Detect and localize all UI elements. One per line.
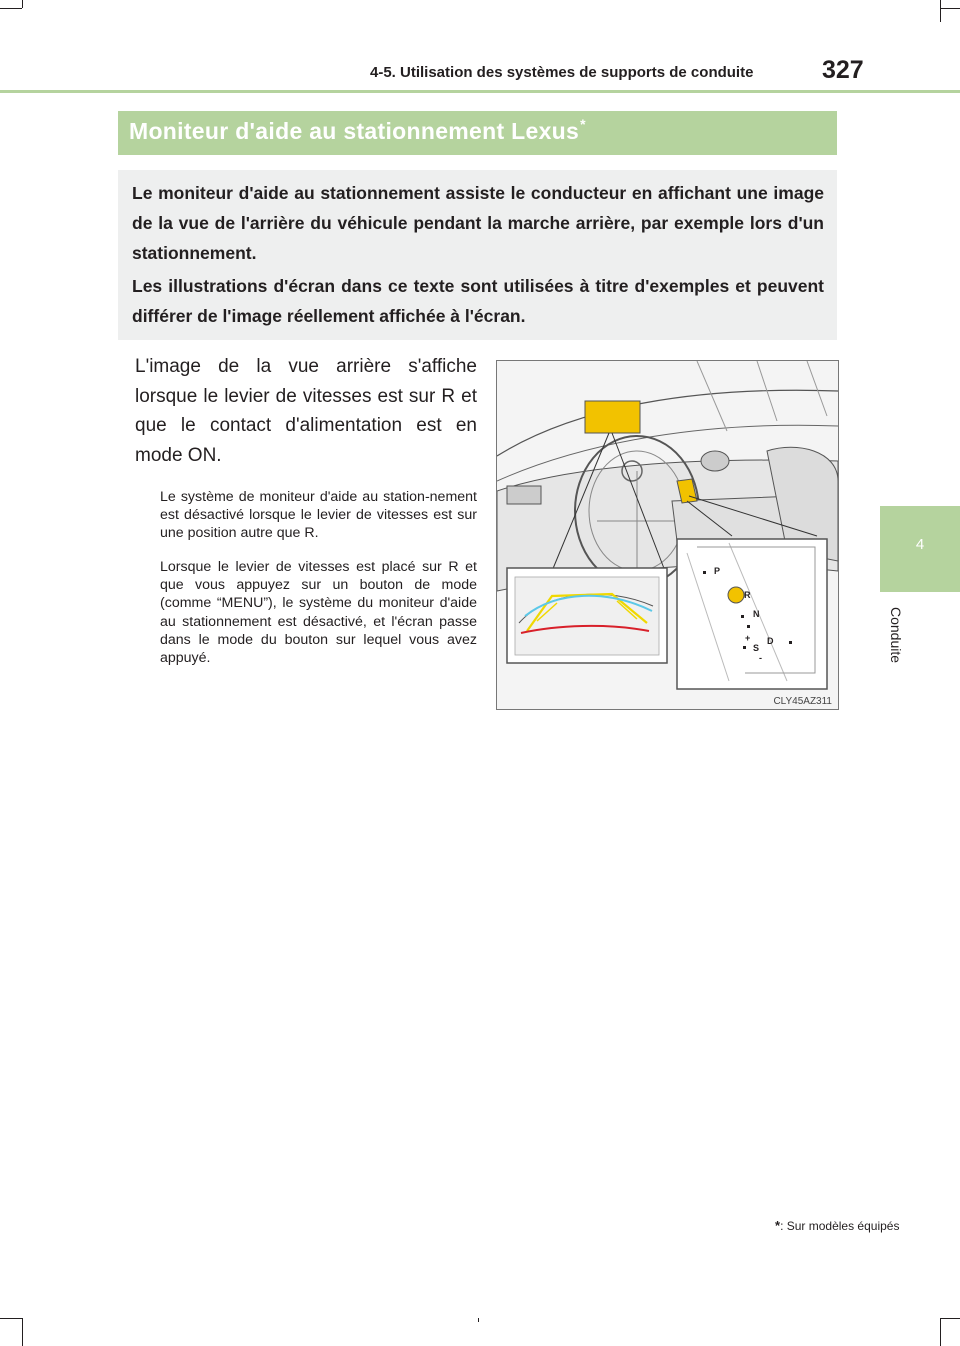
intro-box [118,170,837,340]
shift-label-n: N [753,609,760,619]
dashboard-drawing [497,361,838,709]
shift-label-minus: - [759,653,762,663]
crop-mark [0,8,22,9]
page-title-text: Moniteur d'aide au stationnement Lexus [129,118,580,144]
note-paragraph-1: Le système de moniteur d'aide au station-nement est désactivé lorsque le levier de vitesses est sur une position autre que R. [160,489,477,542]
page-number: 327 [822,56,864,84]
crop-mark [940,0,941,22]
header-divider [0,90,960,93]
body-paragraph: L'image de la vue arrière s'affiche lorsque le levier de vitesses est sur R et que le contact d'alimentation est en mode ON. [135,356,477,466]
footnote [775,1218,899,1233]
shift-label-r: R [744,590,751,600]
crop-mark [940,1318,941,1346]
crop-mark [940,8,960,9]
shift-label-p: P [714,566,721,576]
footnote-asterisk: * [775,1218,781,1233]
chapter-tab [880,506,960,592]
chapter-number: 4 [915,536,925,553]
shift-gate-inset [677,539,827,689]
shift-label-s: S [753,643,760,653]
crop-mark [478,1318,479,1322]
footnote-text: : Sur modèles équipés [780,1219,900,1233]
crop-mark [940,1318,960,1319]
crop-mark [22,0,23,8]
shift-r-highlight [728,587,744,603]
crop-mark [0,1318,22,1319]
shift-label-d: D [767,636,774,646]
intro-paragraph-1: Le moniteur d'aide au stationnement assiste le conducteur en affichant une image de la vue de l'arrière du véhicule pendant la marche arrière, par exemple lors d'un stationnement. [132,183,824,263]
title-asterisk: * [580,116,586,132]
display-screen-highlight [585,401,640,433]
chapter-label: Conduite [888,606,904,664]
section-heading: 4-5. Utilisation des systèmes de supports de conduite [370,64,754,81]
dashboard-illustration [496,360,839,710]
crop-mark [22,1318,23,1346]
title-bar [118,111,837,155]
figure-code: CLY45AZ311 [773,696,832,707]
shift-label-plus: + [745,633,751,643]
note-paragraph-2: Lorsque le levier de vitesses est placé sur R et que vous appuyez sur un bouton de mode (comme “MENU”), le système du moniteur d'aide au stationnement est désactivé, et l'écran passe dans le mode du bouton sur lequel vous avez appuyé. [160,559,477,667]
intro-paragraph-2: Les illustrations d'écran dans ce texte sont utilisées à titre d'exemples et peuvent différer de l'image réellement affichée à l'écran. [132,276,824,326]
page-title [129,118,586,145]
